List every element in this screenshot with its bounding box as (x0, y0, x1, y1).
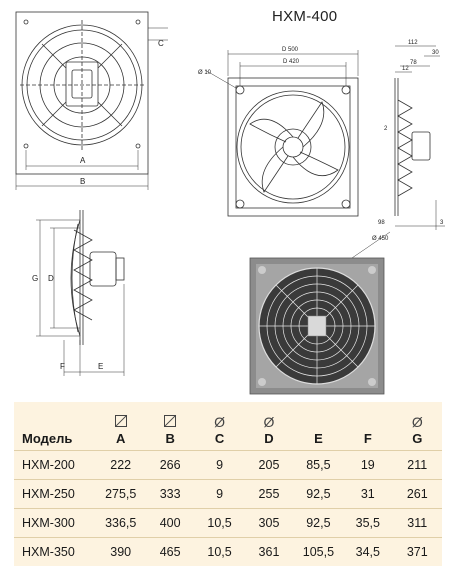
label-12: 12 (402, 66, 409, 72)
fan-photo (250, 232, 390, 394)
front-view-drawing (16, 12, 168, 190)
label-g: G (32, 274, 39, 283)
label-d450: Ø 450 (372, 236, 389, 242)
table-row: HXM-300 336,5 400 10,5 305 92,5 35,5 311 (14, 508, 442, 537)
label-2: 2 (384, 126, 388, 132)
hxm400-front-drawing (205, 50, 358, 216)
label-d10: Ø 10 (198, 70, 212, 76)
label-78: 78 (410, 60, 417, 66)
diameter-icon: Ø (214, 413, 225, 430)
label-112: 112 (408, 40, 418, 46)
label-3: 3 (440, 220, 444, 226)
col-c-header: Ø C (195, 402, 244, 450)
spec-table (14, 402, 442, 566)
hxm400-side-drawing (395, 46, 445, 230)
col-e-header: E (314, 430, 323, 446)
label-98: 98 (378, 220, 385, 226)
square-dim-icon (115, 415, 127, 427)
model-header: Модель (22, 430, 73, 446)
square-dim-icon (164, 415, 176, 427)
table-row: HXM-250 275,5 333 9 255 92,5 31 261 (14, 479, 442, 508)
diameter-icon: Ø (263, 413, 275, 430)
diameter-icon: Ø (411, 413, 423, 430)
table-header-row (14, 402, 442, 450)
col-b-header: B (145, 402, 194, 450)
col-f-header: F (363, 430, 372, 446)
col-g-header: Ø G (393, 402, 442, 450)
label-e: E (98, 362, 104, 371)
label-d500: D 500 (282, 47, 299, 53)
label-f: F (60, 362, 65, 371)
col-d-header: Ø D (244, 402, 293, 450)
side-view-drawing (36, 210, 124, 376)
col-a-header: A (96, 402, 145, 450)
label-d: D (48, 274, 54, 283)
label-30: 30 (432, 50, 439, 56)
table-row: HXM-200 222 266 9 205 85,5 19 211 (14, 450, 442, 479)
label-a: A (80, 156, 86, 165)
label-c: C (158, 39, 164, 48)
label-d420: D 420 (283, 59, 300, 65)
label-b: B (80, 177, 86, 186)
model-title: HXM-400 (272, 8, 338, 25)
table-row: HXM-350 390 465 10,5 361 105,5 34,5 371 (14, 537, 442, 566)
